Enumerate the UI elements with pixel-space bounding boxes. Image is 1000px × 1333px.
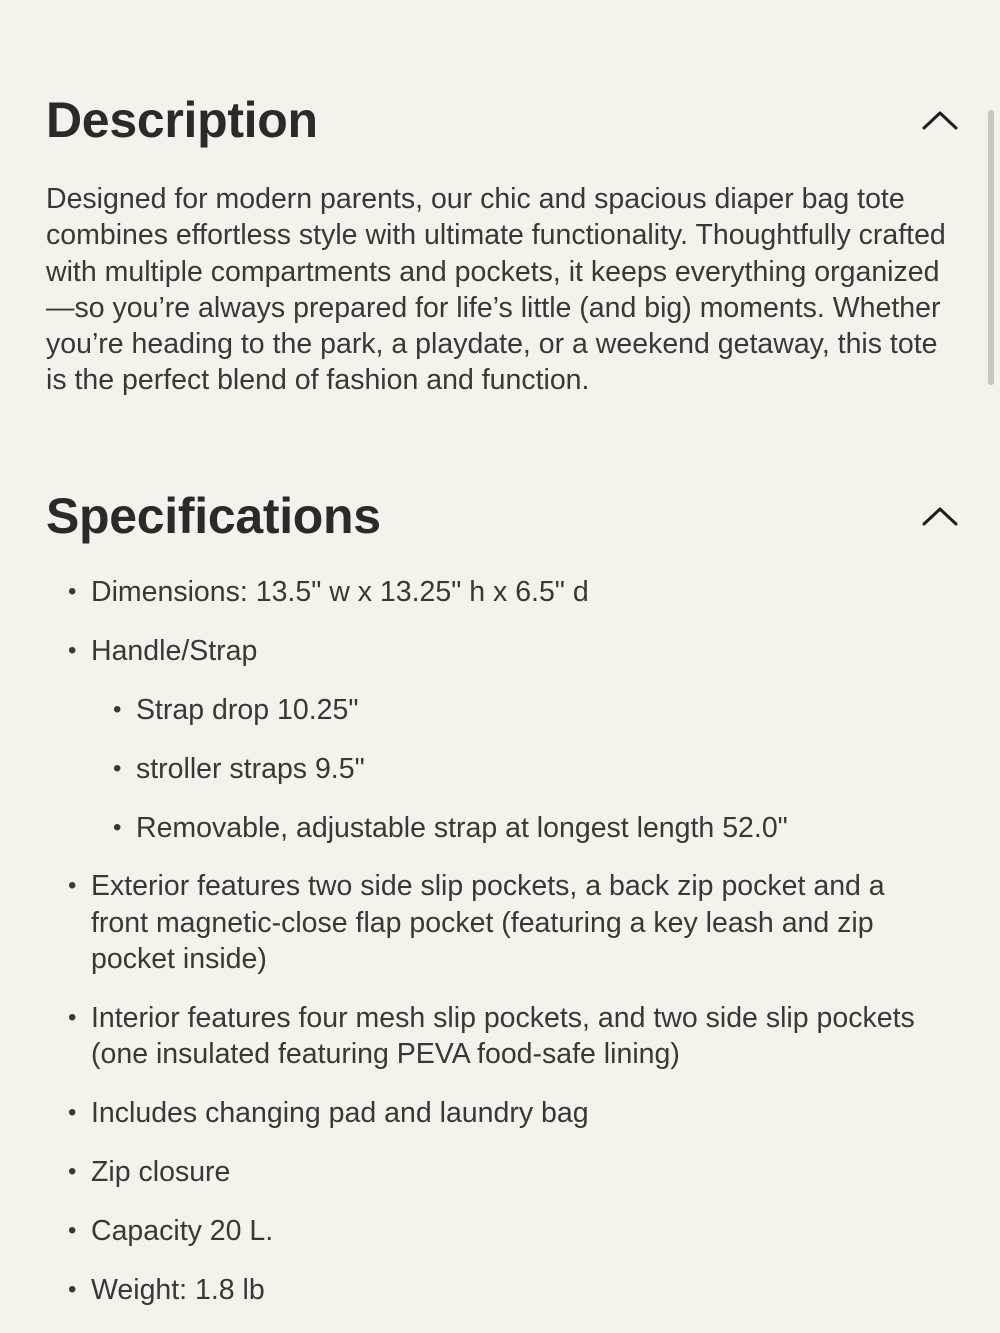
bullet: •: [68, 636, 77, 664]
specifications-list: [46, 574, 946, 1331]
sub-list-item: [46, 692, 946, 728]
specifications-collapse-button[interactable]: [920, 496, 960, 536]
list-item: [46, 633, 946, 669]
spec-text: Exterior features two side slip pockets, a back zip pocket and a front magnetic-close flap pocket (featuring a key leash and zip pocket inside): [91, 870, 885, 976]
list-item: [46, 1272, 946, 1308]
spec-text: Capacity 20 L.: [91, 1214, 274, 1247]
spec-text: Handle/Strap: [91, 634, 258, 667]
bullet: •: [113, 754, 122, 782]
spec-text: Interior features four mesh slip pockets, and two side slip pockets (one insulated featuring PEVA food-safe lining): [91, 1001, 915, 1071]
description-text: Designed for modern parents, our chic and spacious diaper bag tote combines effortless style with ultimate functionality. Thoughtfully crafted with multiple compartments and pockets, it keeps everything organized—so you’re always prepared for life’s little (and big) moments. Whether you’re heading to the park, a playdate, or a weekend getaway, this tote is the perfect blend of fashion and function.: [46, 183, 946, 397]
sub-list-item: [46, 751, 946, 787]
bullet: •: [68, 1099, 77, 1127]
description-title: Description: [46, 92, 318, 148]
list-item: [46, 1213, 946, 1249]
spec-text: stroller straps 9.5": [136, 752, 365, 785]
bullet: •: [68, 1275, 77, 1303]
scrollbar-thumb[interactable]: [988, 110, 994, 385]
bullet: •: [68, 872, 77, 900]
specifications-title: Specifications: [46, 488, 381, 544]
list-item: [46, 574, 946, 610]
list-item: [46, 1000, 946, 1073]
bullet: •: [113, 695, 122, 723]
list-item: [46, 1095, 946, 1131]
bullet: •: [68, 578, 77, 605]
spec-text: Weight: 1.8 lb: [91, 1273, 265, 1306]
bullet: •: [68, 1003, 77, 1031]
bullet: •: [68, 1158, 77, 1186]
bullet: •: [68, 1216, 77, 1244]
spec-text: Zip closure: [91, 1156, 231, 1189]
chevron-up-icon: [921, 108, 959, 132]
spec-text: Strap drop 10.25": [136, 693, 359, 726]
description-collapse-button[interactable]: [920, 100, 960, 140]
spec-text: Includes changing pad and laundry bag: [91, 1097, 589, 1130]
spec-text: Dimensions: 13.5" w x 13.25" h x 6.5" d: [91, 576, 589, 608]
list-item: [46, 868, 946, 977]
specifications-header[interactable]: [46, 488, 960, 544]
list-item: [46, 1154, 946, 1190]
spec-text: Removable, adjustable strap at longest length 52.0": [136, 811, 788, 844]
bullet: •: [113, 813, 122, 841]
sub-list-item: [46, 810, 946, 846]
chevron-up-icon: [921, 504, 959, 528]
description-header[interactable]: [46, 92, 960, 148]
